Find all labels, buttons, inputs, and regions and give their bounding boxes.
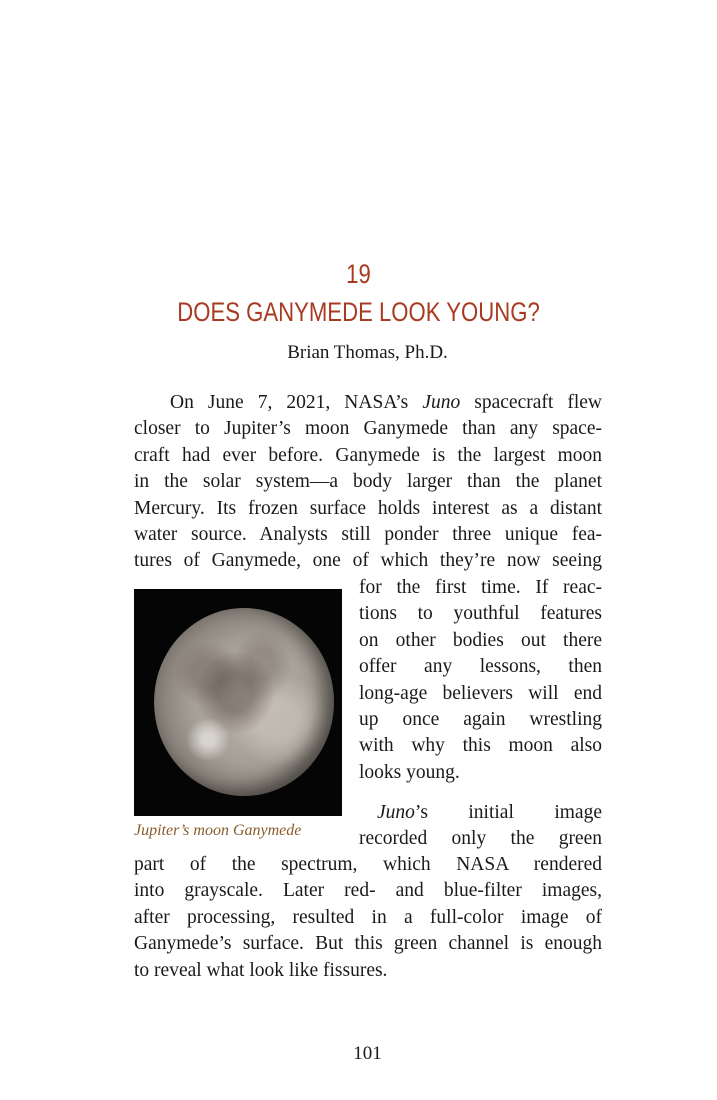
text-line: in the solar system—a body larger than the planet — [134, 471, 602, 493]
text-line: long-age believers will end — [359, 682, 602, 704]
text-line: after processing, resulted in a full-color image of — [134, 906, 602, 928]
text-line: tions to youthful features — [359, 603, 602, 625]
chapter-title: DOES GANYMEDE LOOK YOUNG? — [177, 297, 540, 327]
text-line: water source. Analysts still ponder three unique fea- — [134, 523, 602, 545]
text-line: on other bodies out there — [359, 629, 602, 651]
author-byline: Brian Thomas, Ph.D. — [287, 342, 448, 363]
figure-caption: Jupiter’s moon Ganymede — [134, 822, 302, 839]
text-line: for the first time. If reac- — [359, 577, 602, 598]
text-line: Mercury. Its frozen surface holds interest as a distant — [134, 497, 602, 519]
text-line: craft had ever before. Ganymede is the largest moon — [134, 444, 602, 466]
text-line: to reveal what look like fissures. — [134, 959, 388, 981]
paragraph-2 — [134, 852, 602, 984]
text-line: part of the spectrum, which NASA rendered — [134, 854, 602, 875]
text-line: into grayscale. Later red- and blue-filter images, — [134, 880, 602, 902]
text-line: up once again wrestling — [359, 708, 602, 730]
page-number: 101 — [353, 1043, 382, 1064]
chapter-number: 19 — [346, 259, 371, 289]
text-line: looks young. — [359, 761, 460, 783]
text-line: tures of Ganymede, one of which they’re now seeing — [134, 550, 602, 572]
text-line: recorded only the green — [359, 828, 602, 850]
text-line: Ganymede’s surface. But this green channel is enough — [134, 933, 602, 955]
text-line: Juno’s initial image — [377, 802, 602, 823]
text-line: with why this moon also — [359, 735, 602, 757]
text-line: On June 7, 2021, NASA’s Juno spacecraft flew — [170, 392, 603, 413]
paragraph-1 — [134, 390, 602, 575]
text-line: closer to Jupiter’s moon Ganymede than any space- — [134, 418, 602, 440]
paragraph-1-wrap — [359, 575, 602, 786]
ganymede-image — [134, 589, 342, 816]
moon-illustration — [154, 608, 334, 796]
paragraph-2-wrap — [359, 800, 602, 853]
text-line: offer any lessons, then — [359, 656, 602, 678]
